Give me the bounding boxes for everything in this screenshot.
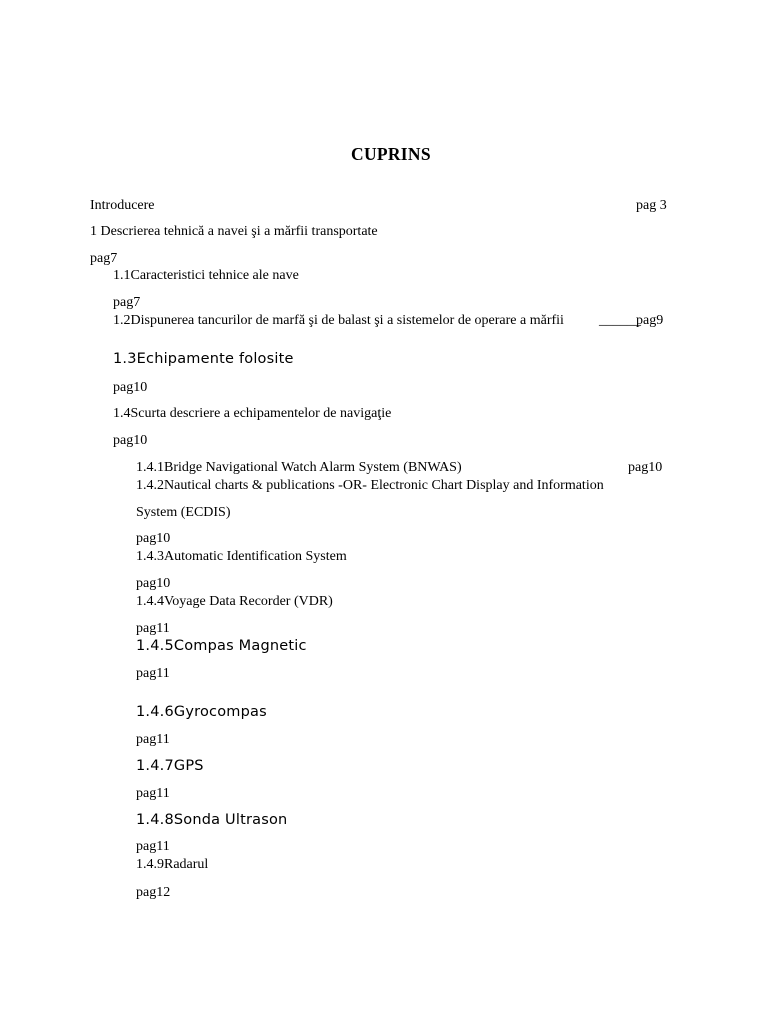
toc-page-introducere: pag 3 bbox=[636, 198, 667, 213]
toc-page-1-4-9: pag12 bbox=[136, 885, 171, 900]
toc-entry-1-2: 1.2Dispunerea tancurilor de marfă şi de balast şi a sistemelor de operare a mărfii bbox=[113, 313, 564, 328]
toc-page-1-4-5: pag11 bbox=[136, 666, 170, 681]
toc-page-1-3: pag10 bbox=[113, 380, 148, 395]
toc-page-1-4: pag10 bbox=[113, 433, 148, 448]
toc-page-1-4-6: pag11 bbox=[136, 732, 170, 747]
toc-page-1-1: pag7 bbox=[113, 295, 141, 310]
toc-page-1-4-4: pag11 bbox=[136, 621, 170, 636]
page-title: CUPRINS bbox=[351, 144, 431, 164]
toc-entry-1-4-9: 1.4.9Radarul bbox=[136, 857, 209, 872]
toc-page-1-4-7: pag11 bbox=[136, 786, 170, 801]
toc-entry-1-4-2-cont: System (ECDIS) bbox=[136, 505, 231, 520]
toc-entry-1-4-2: 1.4.2Nautical charts & publications -OR- Electronic Chart Display and Information bbox=[136, 478, 604, 493]
toc-page-1-2: pag9 bbox=[636, 313, 664, 328]
toc-entry-1-4-1: 1.4.1Bridge Navigational Watch Alarm System (BNWAS) bbox=[136, 460, 462, 475]
toc-entry-1-4-3: 1.4.3Automatic Identification System bbox=[136, 549, 347, 564]
toc-entry-introducere: Introducere bbox=[90, 198, 155, 213]
toc-entry-1-4-4: 1.4.4Voyage Data Recorder (VDR) bbox=[136, 594, 333, 609]
toc-entry-1-4-7: 1.4.7GPS bbox=[136, 758, 204, 774]
toc-entry-1-4: 1.4Scurta descriere a echipamentelor de navigaţie bbox=[113, 406, 392, 421]
toc-entry-1-4-5: 1.4.5Compas Magnetic bbox=[136, 638, 307, 654]
toc-entry-1-4-8: 1.4.8Sonda Ultrason bbox=[136, 812, 288, 828]
toc-page-1-4-1: pag10 bbox=[628, 460, 663, 475]
toc-entry-1: 1 Descrierea tehnică a navei şi a mărfii transportate bbox=[90, 224, 378, 239]
toc-page-1-4-3: pag10 bbox=[136, 576, 171, 591]
toc-leader-1-2: ______ bbox=[599, 313, 641, 328]
toc-page-1-4-8: pag11 bbox=[136, 839, 170, 854]
toc-entry-1-4-6: 1.4.6Gyrocompas bbox=[136, 704, 267, 720]
toc-entry-1-3: 1.3Echipamente folosite bbox=[113, 351, 294, 367]
toc-page-1: pag7 bbox=[90, 251, 118, 266]
toc-page-1-4-2: pag10 bbox=[136, 531, 171, 546]
toc-entry-1-1: 1.1Caracteristici tehnice ale nave bbox=[113, 268, 299, 283]
